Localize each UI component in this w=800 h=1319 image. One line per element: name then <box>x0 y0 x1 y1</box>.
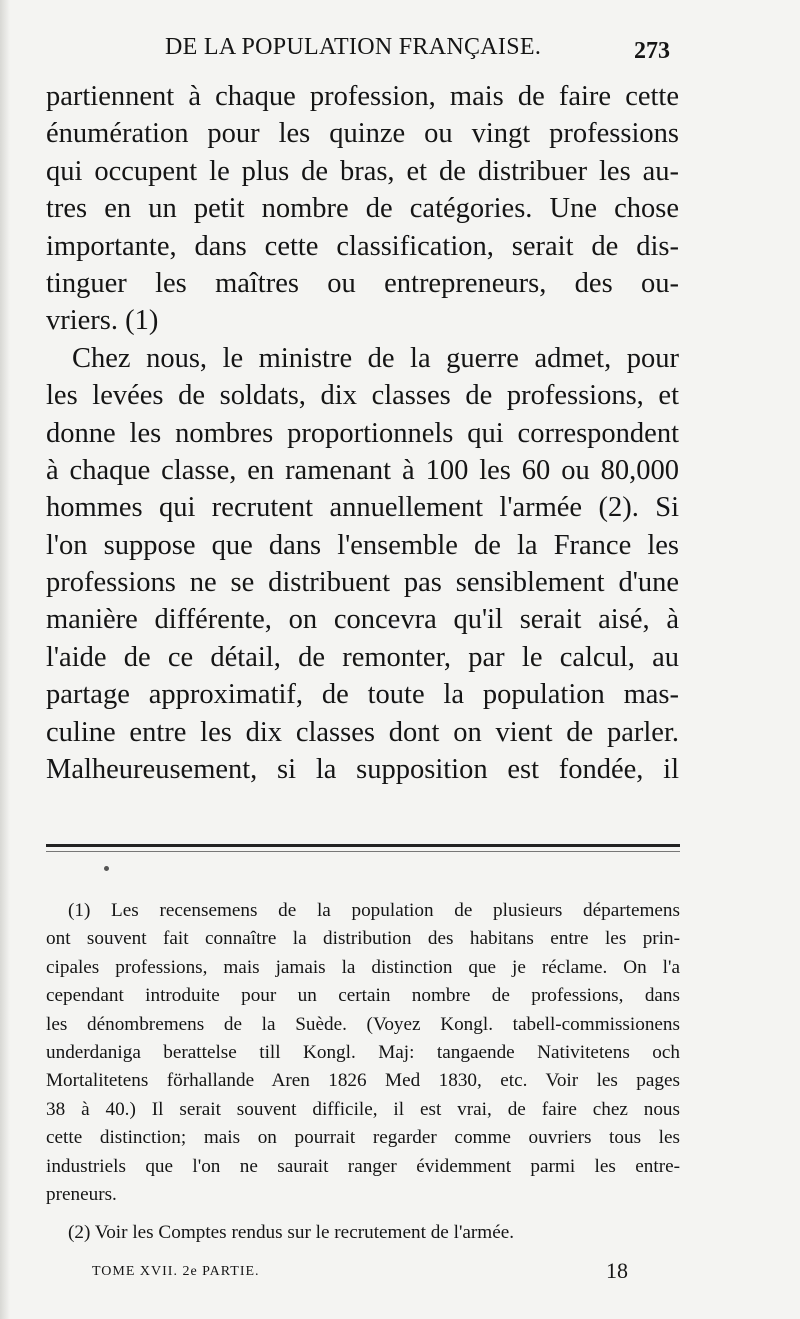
body-line: à chaque classe, en ramenant à 100 les 60 ou 80,000 <box>46 454 679 486</box>
signature-text: TOME XVII. 2e PARTIE. <box>92 1264 260 1279</box>
body-line: partage approximatif, de toute la population mas- <box>46 679 679 711</box>
page-number: 273 <box>634 38 670 64</box>
body-line: tres en un petit nombre de catégories. Une chose <box>46 193 679 225</box>
body-line: les levées de soldats, dix classes de professions, et <box>46 380 679 412</box>
body-line: Chez nous, le ministre de la guerre admet, pour <box>72 342 679 374</box>
signature-number: 18 <box>606 1258 628 1283</box>
page-edge-shadow <box>0 0 10 1319</box>
body-line: l'on suppose que dans l'ensemble de la France les <box>46 529 679 561</box>
footnote-line: cependant introduite pour un certain nombre de professions, dans <box>46 985 680 1007</box>
footnote-rule <box>46 844 680 847</box>
footnote-line: Mortalitetens förhallande Aren 1826 Med 1830, etc. Voir les pages <box>46 1070 680 1092</box>
footnote-line: preneurs. <box>46 1183 117 1205</box>
running-head-title: DE LA POPULATION FRANÇAISE. <box>165 34 542 60</box>
running-head <box>0 34 800 74</box>
body-line: partiennent à chaque profession, mais de faire cette <box>46 81 679 112</box>
footnote-rule-thin <box>46 851 680 852</box>
footnote-line: les dénombremens de la Suède. (Voyez Kongl. tabell-commissionens <box>46 1013 680 1035</box>
signature-line <box>92 1260 652 1290</box>
footnote-line: underdaniga berattelse till Kongl. Maj: tangaende Nativitetens och <box>46 1041 680 1063</box>
footnotes <box>46 897 680 1248</box>
body-line: professions ne se distribuent pas sensiblement d'une <box>46 567 679 599</box>
body-line: donne les nombres proportionnels qui correspondent <box>46 417 679 449</box>
footnote-line: cette distinction; mais on pourrait regarder comme ouvriers tous les <box>46 1127 680 1149</box>
footnote-line: cipales professions, mais jamais la distinction que je réclame. On l'a <box>46 956 680 978</box>
body-line: Malheureusement, si la supposition est fondée, il <box>46 754 679 786</box>
body-line: importante, dans cette classification, serait de dis- <box>46 230 679 262</box>
body-line: manière différente, on concevra qu'il serait aisé, à <box>46 604 679 636</box>
body-line: l'aide de ce détail, de remonter, par le calcul, au <box>46 641 679 673</box>
body-line: hommes qui recrutent annuellement l'armée (2). Si <box>46 492 679 524</box>
footnote-line: 38 à 40.) Il serait souvent difficile, il est vrai, de faire chez nous <box>46 1098 680 1120</box>
body-line: tinguer les maîtres ou entrepreneurs, des ou- <box>46 267 679 299</box>
ink-speck <box>104 866 109 871</box>
footnote-line: (1) Les recensemens de la population de plusieurs départemens <box>68 900 680 921</box>
body-line: qui occupent le plus de bras, et de distribuer les au- <box>46 155 679 187</box>
body-line: énumération pour les quinze ou vingt professions <box>46 118 679 150</box>
footnote-2: (2) Voir les Comptes rendus sur le recrutement de l'armée. <box>68 1222 515 1244</box>
footnote-line: industriels que l'on ne saurait ranger évidemment parmi les entre- <box>46 1155 680 1177</box>
body-line: vriers. (1) <box>46 305 159 337</box>
body-text <box>46 78 679 788</box>
footnote-line: ont souvent fait connaître la distribution des habitans entre les prin- <box>46 928 680 950</box>
body-line: culine entre les dix classes dont on vient de parler. <box>46 716 679 748</box>
